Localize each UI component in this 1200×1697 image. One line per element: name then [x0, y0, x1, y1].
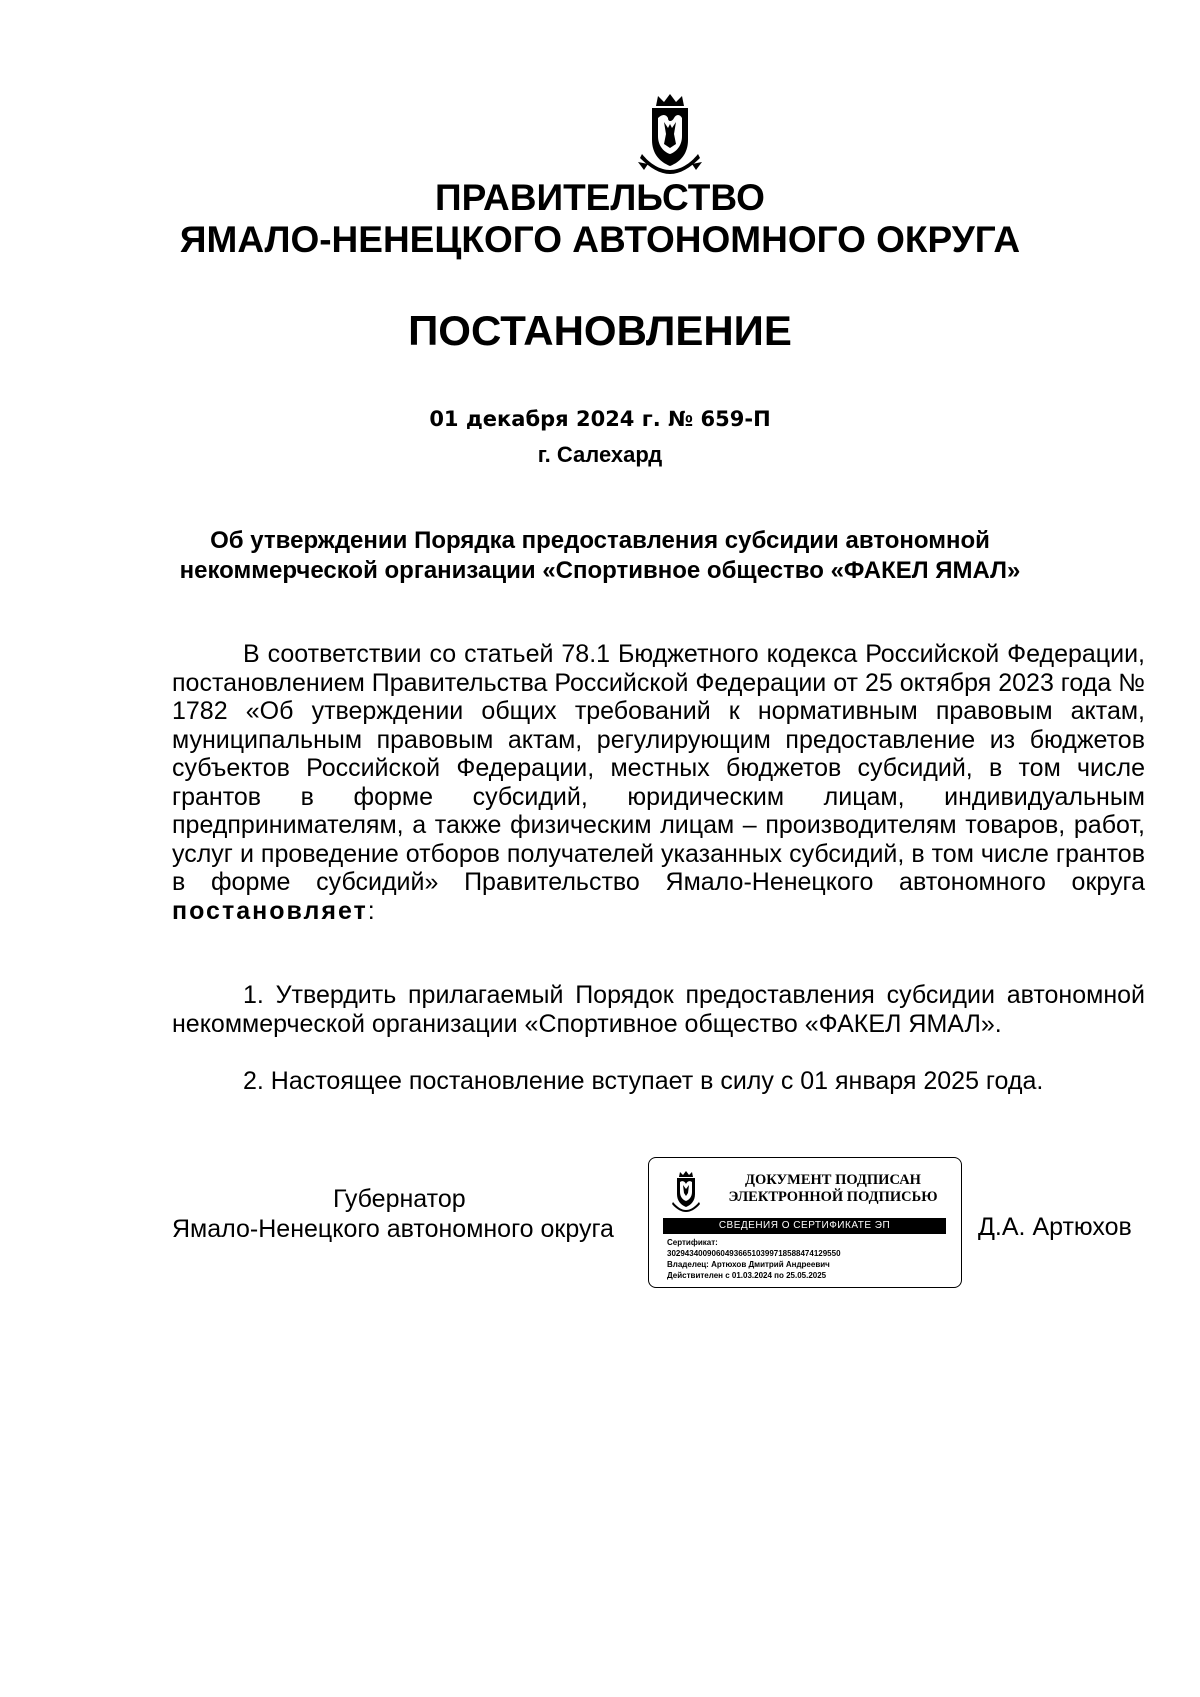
clause-1: 1. Утвердить прилагаемый Порядок предоставления субсидии автономной некоммерческой организации «Спортивное общество «ФАКЕЛ ЯМАЛ».: [172, 981, 1145, 1038]
stamp-certificate-info: [667, 1237, 841, 1281]
preamble-paragraph: [172, 640, 1145, 925]
resolves-word: постановляет: [172, 896, 368, 925]
preamble-text: В соответствии со статьей 78.1 Бюджетного кодекса Российской Федерации, постановлением Правительства Российской Федерации от 25 октября 2023 года № 1782 «Об утверждении общих требований к нормативным правовым актам, муниципальным правовым актам, регулирующим предоставление из бюджетов субъектов Российской Федерации, местных бюджетов субсидий, в том числе грантов в форме субсидий, юридическим лицам, индивидуальным предпринимателям, а также физическим лицам – производителям товаров, работ, услуг и проведение отборов получателей указанных субсидий, в том числе грантов в форме субсидий» Правительство Ямало-Ненецкого автономного округа: [172, 640, 1145, 896]
stamp-heading-line-1: ДОКУМЕНТ ПОДПИСАН: [745, 1172, 921, 1188]
electronic-signature-stamp: [648, 1157, 962, 1288]
org-line-1: ПРАВИТЕЛЬСТВО: [435, 177, 765, 218]
organization-name: [0, 177, 1200, 261]
title-line-2: некоммерческой организации «Спортивное общество «ФАКЕЛ ЯМАЛ»: [179, 557, 1021, 584]
signatory-title-line-2: Ямало-Ненецкого автономного округа: [172, 1215, 614, 1243]
clause-2: 2. Настоящее постановление вступает в силу с 01 января 2025 года.: [243, 1067, 1044, 1095]
title-line-1: Об утверждении Порядка предоставления субсидии автономной: [210, 527, 990, 554]
preamble-end: :: [367, 896, 375, 925]
stamp-certificate-bar: СВЕДЕНИЯ О СЕРТИФИКАТЕ ЭП: [663, 1218, 946, 1234]
org-line-2: ЯМАЛО-НЕНЕЦКОГО АВТОНОМНОГО ОКРУГА: [179, 219, 1021, 260]
stamp-emblem-icon: [671, 1170, 701, 1212]
document-type: ПОСТАНОВЛЕНИЕ: [408, 307, 792, 354]
stamp-validity: Действителен с 01.03.2024 по 25.05.2025: [667, 1271, 827, 1280]
signatory-title-line-1: Губернатор: [333, 1185, 466, 1213]
date-and-number: 01 декабря 2024 г. № 659-П: [429, 407, 771, 431]
signatory-title: [172, 1184, 614, 1244]
coat-of-arms-icon: [628, 92, 712, 176]
stamp-owner: Владелец: Артюхов Дмитрий Андреевич: [667, 1260, 830, 1269]
stamp-heading-line-2: ЭЛЕКТРОННОЙ ПОДПИСЬЮ: [728, 1189, 938, 1205]
signatory-name: Д.А. Артюхов: [978, 1213, 1132, 1241]
city: г. Салехард: [537, 442, 663, 467]
document-title: [0, 526, 1200, 586]
stamp-heading: [713, 1172, 953, 1206]
stamp-cert-number: 30294340090604936651039971858847412955​0: [667, 1249, 841, 1258]
stamp-cert-label: Сертификат:: [667, 1238, 718, 1247]
